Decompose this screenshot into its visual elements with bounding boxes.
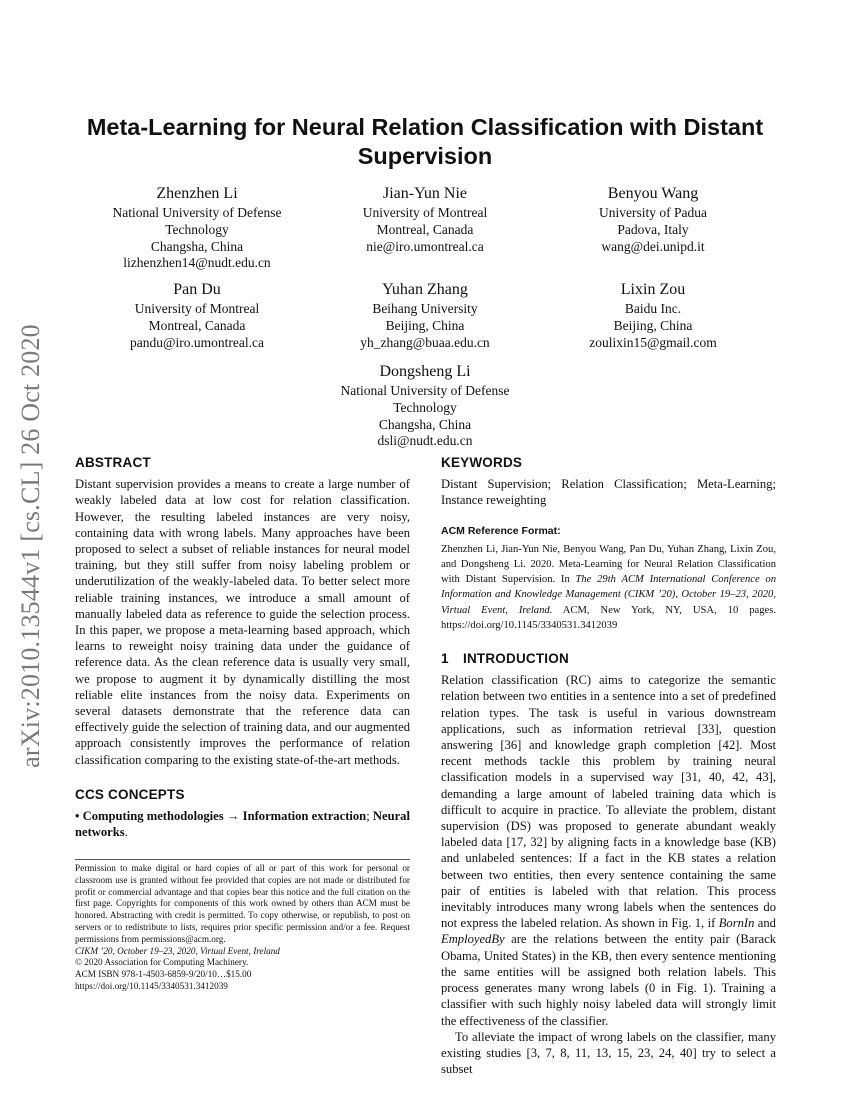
relation-name: EmployedBy <box>441 932 505 947</box>
author-affiliation: Technology <box>165 221 229 237</box>
relation-name: BornIn <box>718 916 755 931</box>
author-email[interactable]: wang@dei.unipd.it <box>601 238 705 254</box>
author-block <box>97 280 297 351</box>
author-block <box>553 280 753 351</box>
author-affiliation: National University of Defense <box>340 383 510 398</box>
author-block <box>553 184 753 255</box>
intro-heading <box>441 651 776 667</box>
intro-text: are the relations between the entity pair (Barack Obama, United States) in the KB, then every sentence mentioning the same entities will be assigned both relation labels. This process generates many wrong labels (0 in Fig. 1). Training a classifier with such highly noisy labeled data will strongly limit the effectiveness of the classifier. <box>441 932 776 1028</box>
copyright-notice: © 2020 Association for Computing Machinery. <box>75 957 249 968</box>
author-block <box>97 184 297 272</box>
abstract-text: Distant supervision provides a means to create a large number of weakly labeled data at low cost for relation classification. However, the resulting labeled instances are very noisy, containing data with wrong labels. Many approaches have been proposed to select a subset of reliable instances for neural model training, but they still suffer from noisy labeling problem or underutilization of the weakly-labeled data. To better select more reliable training instances, we introduce a small amount of manually labeled data as reference to guide the selection process. In this paper, we propose a meta-learning based approach, which learns to reweight noisy training data under the guidance of reference data. As the clean reference data is usually very small, we propose to augment it by dynamically distilling the most reliable elite instances from the noisy data. Experiments on several datasets demonstrate that the reference data can effectively guide the selection of training data, and our augmented approach consistently improves the performance of relation classification comparing to the existing state-of-the-art methods. <box>75 477 410 767</box>
ccs-bullet: • <box>75 809 80 824</box>
ref-format-text <box>441 542 776 633</box>
isbn: ACM ISBN 978-1-4503-6859-9/20/10…$15.00 <box>75 969 252 980</box>
author-email[interactable]: yh_zhang@buaa.edu.cn <box>360 334 490 350</box>
ref-format-venue: The 29th ACM International Conference on Information and Knowledge Management (CIKM ’20), October 19–23, 2020, Virtual Event, Ireland. <box>441 574 777 616</box>
author-name: Benyou Wang <box>607 185 699 202</box>
author-location: Changsha, China <box>150 238 244 254</box>
ref-format-heading: ACM Reference Format: <box>441 524 561 537</box>
author-location: Beijing, China <box>613 317 693 333</box>
intro-text: Relation classification (RC) aims to categorize the semantic relation between two entities in a sentence into a set of predefined relation types. The task is useful in various downstream applications, such as information retrieval [33], question answering [36] and knowledge graph completion [42]. Most recent methods tackle this problem by training neural classification models in a supervised way [31, 40, 42, 43], demanding a large amount of labeled training data which is difficult to acquire in practice. To alleviate the problem, distant supervision (DS) was proposed to generate abundant weakly labeled data [17, 32] by aligning facts in a knowledge base (KB) and unlabeled sentences: If a fact in the KB states a relation between two entities, then every sentence containing the same pair of entities is labeled with that relation. This process inevitably introduces many wrong labels when the sentences do not express the labeled relation. As shown in Fig. 1, if <box>441 673 776 931</box>
ref-format-part: Zhenzhen Li, Jian-Yun Nie, Benyou Wang, Pan Du, Yuhan Zhang, Lixin Zou, and Dongsheng Li. 2020. Meta-Learning for Neural Relation Classification with Distant Supervision. In <box>441 543 776 586</box>
ccs-separator: ; <box>366 809 373 824</box>
ccs-end: . <box>124 825 128 840</box>
arxiv-identifier <box>4 296 58 796</box>
author-location: Montreal, Canada <box>376 221 474 237</box>
author-email[interactable]: pandu@iro.umontreal.ca <box>130 334 264 350</box>
ccs-concepts <box>75 808 410 840</box>
keywords-heading: KEYWORDS <box>441 455 523 470</box>
author-block <box>325 280 525 351</box>
author-name: Lixin Zou <box>620 281 686 298</box>
author-location: Changsha, China <box>378 416 472 432</box>
author-name: Dongsheng Li <box>379 363 471 380</box>
author-affiliation: National University of Defense <box>112 205 282 220</box>
section-number: 1 <box>441 651 449 667</box>
author-location: Padova, Italy <box>617 221 689 237</box>
ccs-concept-1: Computing methodologies <box>82 809 224 824</box>
intro-text: and <box>754 916 776 931</box>
intro-paragraph-1 <box>441 672 776 1028</box>
ccs-arrow: → <box>226 809 240 824</box>
ccs-heading: CCS CONCEPTS <box>75 786 185 802</box>
author-affiliation: University of Padua <box>599 205 707 220</box>
author-name: Pan Du <box>173 281 221 298</box>
author-email[interactable]: dsli@nudt.edu.cn <box>377 433 473 449</box>
footnote <box>75 863 410 993</box>
intro-paragraph-2: To alleviate the impact of wrong labels on the classifier, many existing studies [3, 7, 8, 11, 13, 15, 23, 24, 40] try to select a subset <box>441 1029 776 1077</box>
author-affiliation: University of Montreal <box>134 301 260 316</box>
left-column <box>75 455 410 840</box>
conference-info: CIKM ’20, October 19–23, 2020, Virtual Event, Ireland <box>75 945 280 956</box>
abstract-heading: ABSTRACT <box>75 455 151 470</box>
author-affiliation: Technology <box>393 399 457 415</box>
author-affiliation: Baidu Inc. <box>624 301 682 316</box>
author-name: Zhenzhen Li <box>156 185 238 202</box>
paper-title: Meta-Learning for Neural Relation Classification with Distant Supervision <box>86 114 764 169</box>
author-block <box>325 362 525 450</box>
author-location: Beijing, China <box>385 317 465 333</box>
right-column <box>441 455 776 1077</box>
author-block <box>325 184 525 255</box>
section-title: INTRODUCTION <box>463 651 569 667</box>
author-email[interactable]: nie@iro.umontreal.ca <box>366 238 484 254</box>
ccs-concept-2: Information extraction <box>242 809 367 824</box>
arxiv-identifier-text: arXiv:2010.13544v1 [cs.CL] 26 Oct 2020 <box>16 324 45 768</box>
doi-link[interactable]: https://doi.org/10.1145/3340531.3412039 <box>75 980 228 991</box>
footnote-rule <box>75 859 410 860</box>
author-affiliation: University of Montreal <box>362 205 488 220</box>
author-affiliation: Beihang University <box>372 301 478 316</box>
author-email[interactable]: lizhenzhen14@nudt.edu.cn <box>123 255 271 271</box>
ref-format-part: ACM, New York, NY, USA, 10 pages. https://doi.org/10.1145/3340531.3412039 <box>441 604 777 631</box>
author-name: Yuhan Zhang <box>382 281 468 298</box>
ccs-concept-3: Neural networks <box>75 809 410 840</box>
permission-notice: Permission to make digital or hard copies of all or part of this work for personal or classroom use is granted without fee provided that copies are not made or distributed for profit or commercial advantage and that copies bear this notice and the full citation on the first page. Copyrights for components of this work owned by others than ACM must be honored. Abstracting with credit is permitted. To copy otherwise, or republish, to post on servers or to redistribute to lists, requires prior specific permission and/or a fee. Request permissions from permissions@acm.org. <box>75 863 410 944</box>
author-name: Jian-Yun Nie <box>383 185 467 202</box>
keywords-text: Distant Supervision; Relation Classification; Meta-Learning; Instance reweighting <box>441 477 776 508</box>
author-email[interactable]: zoulixin15@gmail.com <box>589 334 717 350</box>
author-location: Montreal, Canada <box>148 317 246 333</box>
